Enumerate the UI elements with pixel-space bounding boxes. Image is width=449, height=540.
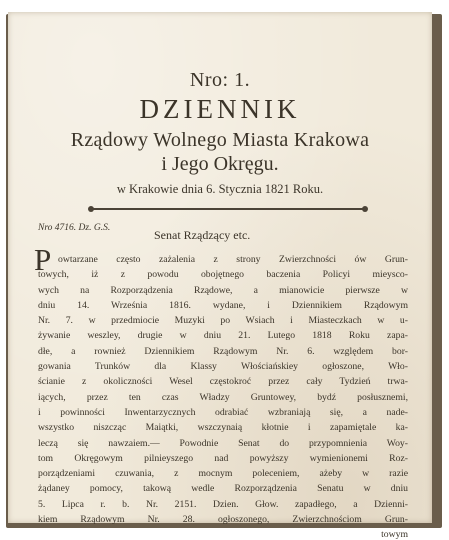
body-line: porządzeniami czuwania, z mocnym poleceniem, ażeby w razie xyxy=(38,468,408,480)
body-line: żywanie weszley, drugie w dniu 21. Lutego 1818 Roku zapa- xyxy=(38,330,408,342)
body-line: gowania Trunków dla Klassy Włościańskiey ogłoszone, Wło- xyxy=(38,361,408,373)
body-text xyxy=(38,252,408,540)
body-line: dłe, a rownież Dziennikiem Rządowym Nr. 6. względem bor- xyxy=(38,345,408,357)
reference-number: Nro 4716. Dz. G.S. xyxy=(38,223,111,233)
body-line: i powinności Inwentarzycznych odrabiać wzbraniają się, a nade- xyxy=(38,406,408,418)
body-line: owtarzane często zażalenia z strony Zwierzchności ów Grun- xyxy=(58,254,408,265)
place-date: w Krakowie dnia 6. Stycznia 1821 Roku. xyxy=(116,182,324,196)
body-line: żądaney pomocy, takową wedle Rozporządzenia Senatu w dniu xyxy=(38,483,408,495)
body-line: tom Okręgowym pilnieyszego nad powyższy wymienionemi Roz- xyxy=(38,452,408,464)
body-line: Nr. 7. w przedmiocie Muzyki po Wsiach i Miasteczkach w u- xyxy=(38,315,408,327)
body-line: wszystko niszcząc Maiątki, wszczynaią kłotnie i zapamiętale ka- xyxy=(38,422,408,434)
drop-cap: P xyxy=(34,242,52,277)
body-line: towych, iż z powodu obojętnego baczenia Policyi mieysco- xyxy=(38,269,408,281)
body-line: kiem Rządowym Nr. 28. ogłoszonego, Zwierzchnościom Grun- xyxy=(38,514,408,526)
body-line: ścianie z okoliczności Wesel częstokroć przez cały Tydzień trwa- xyxy=(38,376,408,388)
page-title: DZIENNIK xyxy=(139,94,301,124)
body-line: iących, przez ten czas Władzy Gruntowey, bydź posłusznemi, xyxy=(38,391,408,403)
issue-number: Nro: 1. xyxy=(189,69,251,91)
body-line: wych na Rozporządzenia Rządowe, a mianowicie pierwsze w xyxy=(38,284,408,296)
subtitle-line-2: i Jego Okręgu. xyxy=(161,153,279,175)
decorative-rule xyxy=(91,208,365,210)
document-page xyxy=(8,12,432,540)
body-line: towym xyxy=(381,529,408,540)
body-line: 5. Lipca r. b. Nr. 2151. Dzien. Głow. zapadłego, a Dzienni- xyxy=(38,498,408,510)
subtitle-line-1: Rządowy Wolnego Miasta Krakowa xyxy=(70,129,370,151)
body-line: dniu 14. Września 1816. wydane, i Dziennikiem Rządowym xyxy=(38,299,408,311)
body-line: leczą się nawzaiem.— Powodnie Senat do przypomnienia Woy- xyxy=(38,437,408,449)
section-heading: Senat Rządzący etc. xyxy=(154,228,251,242)
